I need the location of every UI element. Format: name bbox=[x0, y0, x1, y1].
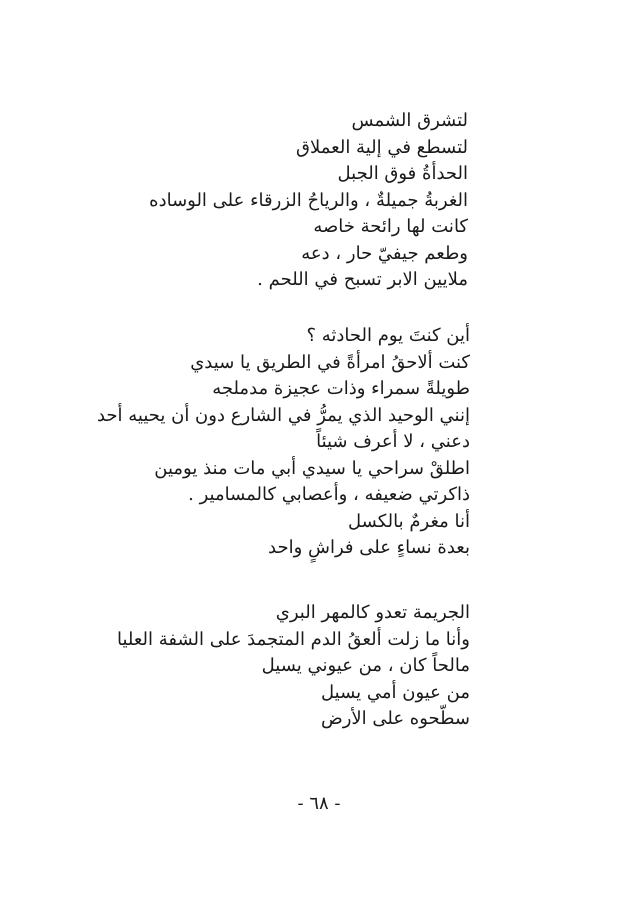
poem-line: وطعم جيفيّ حار ، دعه bbox=[301, 242, 468, 264]
poem-line: سطّحوه على الأرض bbox=[320, 708, 470, 729]
poem-line: أنا مغرمٌ بالكسل bbox=[348, 510, 470, 532]
poem-line: من عيون أمي يسيل bbox=[321, 681, 470, 703]
page-number: - ٦٨ - bbox=[297, 793, 341, 814]
poem-line: إنني الوحيد الذي يمرُّ في الشارع دون أن يحييه أحد bbox=[96, 404, 470, 426]
poem-line: اطلقْ سراحي يا سيدي أبي مات منذ يومين bbox=[154, 457, 470, 479]
poem-stanza-1 bbox=[149, 108, 468, 294]
poem-line: دعني ، لا أعرف شيئاً bbox=[316, 431, 470, 452]
poem-line: طويلةً سمراء وذات عجيزة مدملجه bbox=[212, 378, 470, 399]
poem-line: الغربةُ جميلةٌ ، والرياحُ الزرقاء على الوساده bbox=[149, 189, 468, 211]
poem-line: كانت لها رائحة خاصه bbox=[313, 216, 468, 237]
poem-line: أين كنتَ يوم الحادثه ؟ bbox=[306, 325, 470, 346]
poem-line: بعدة نساءٍ على فراشٍ واحد bbox=[268, 537, 470, 558]
poem-line: الحدأةُ فوق الجبل bbox=[337, 163, 468, 184]
poem-line: الجريمة تعدو كالمهر البري bbox=[275, 602, 470, 623]
poem-line: مالحاً كان ، من عيوني يسيل bbox=[261, 655, 470, 676]
poem-line: كنت ألاحقُ امرأةً في الطريق يا سيدي bbox=[190, 351, 470, 373]
poem-line: ذاكرتي ضعيفه ، وأعصابي كالمسامير . bbox=[188, 484, 470, 505]
poem-line: لتشرق الشمس bbox=[351, 110, 468, 131]
poem-line: وأنا ما زلت ألعقُ الدم المتجمدَ على الشفة العليا bbox=[116, 628, 470, 650]
poem-stanza-3 bbox=[117, 600, 470, 733]
poem-stanza-2 bbox=[97, 323, 470, 562]
poem-line: لتسطع في إلية العملاق bbox=[296, 136, 468, 158]
poem-line: ملايين الابر تسبح في اللحم . bbox=[257, 269, 468, 290]
